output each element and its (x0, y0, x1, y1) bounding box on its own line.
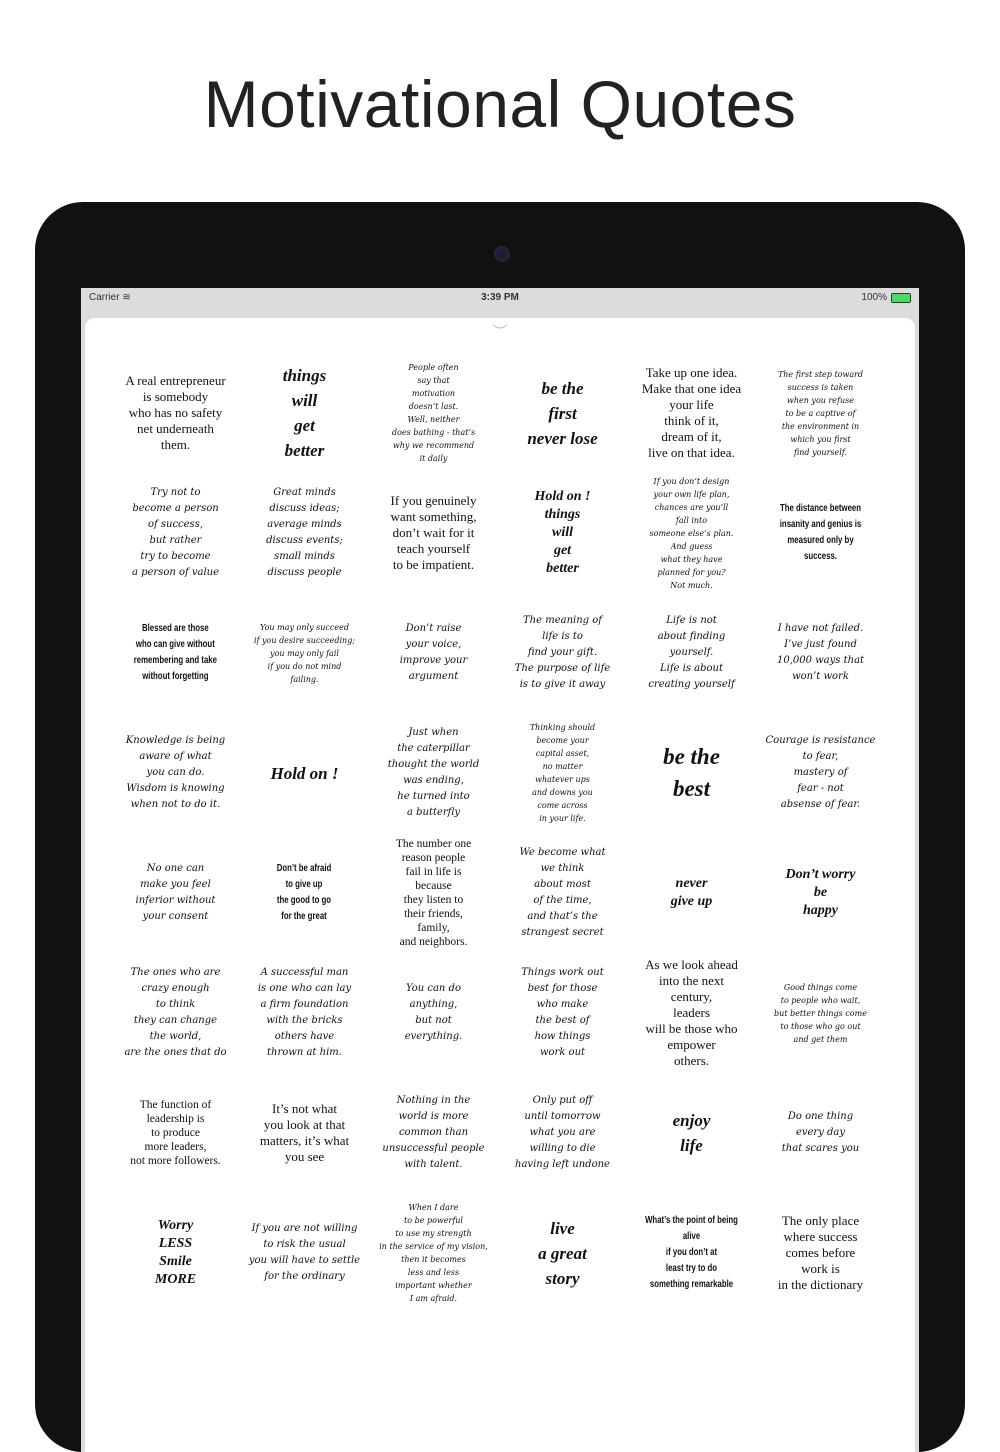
quote-text: Worry LESS Smile MORE (154, 1218, 197, 1287)
quote-text: I have not failed. I’ve just found 10,000 ways that won’t work (776, 623, 865, 682)
quote-text: Just when the caterpillar thought the world was ending, he turned into a butterfly (387, 727, 480, 818)
quote-tile[interactable] (498, 713, 627, 833)
quote-text: The ones who are crazy enough to think they can change the world, are the ones that do (124, 967, 227, 1058)
quote-text: What’s the point of being alive if you don’t at least try to do something remarkable (645, 1215, 738, 1290)
quote-text: Hold on ! (270, 763, 339, 783)
quote-tile[interactable] (627, 473, 756, 593)
quote-tile[interactable] (111, 953, 240, 1073)
quote-text: Only put off until tomorrow what you are willing to die having left undone (515, 1095, 610, 1170)
quote-text: Things work out best for those who make the best of how things work out (521, 967, 604, 1058)
quote-text: If you don’t design your own life plan, chances are you’ll fall into someone else’s plan. And guess what they have planned for you? Not much. (649, 476, 734, 590)
quote-text: As we look ahead into the next century, leaders will be those who empower others. (645, 957, 738, 1068)
quote-tile[interactable] (111, 353, 240, 473)
quote-tile[interactable] (627, 953, 756, 1073)
quote-tile[interactable] (756, 833, 885, 953)
quote-text: If you are not willing to risk the usual you will have to settle for the ordinary (248, 1223, 361, 1282)
quote-text: Courage is resistance to fear, mastery of fear - not absense of fear. (765, 735, 876, 810)
quote-text: be the first never lose (527, 378, 598, 448)
quote-tile[interactable] (627, 713, 756, 833)
quote-text: A successful man is one who can lay a firm foundation with the bricks others have thrown at him. (257, 967, 352, 1058)
quote-tile[interactable] (498, 833, 627, 953)
quote-text: You can do anything, but not everything. (404, 983, 463, 1042)
quote-text: Good things come to people who wait, but better things come to those who go out and get them (774, 982, 867, 1044)
quote-text: Try not to become a person of success, but rather try to become a person of value (131, 487, 220, 578)
quote-tile[interactable] (240, 473, 369, 593)
quote-tile[interactable] (627, 833, 756, 953)
quote-text: Don’t worry be happy (785, 867, 856, 918)
quote-text: Do one thing every day that scares you (781, 1111, 860, 1154)
quote-text: Knowledge is being aware of what you can do. Wisdom is knowing when not to do it. (125, 735, 226, 810)
quote-text: If you genuinely want something, don’t wait for it teach yourself to be impatient. (390, 493, 477, 572)
battery-percent: 100% (861, 292, 887, 303)
quote-tile[interactable] (240, 593, 369, 713)
quote-text: Nothing in the world is more common than unsuccessful people with talent. (382, 1095, 485, 1170)
quote-tile[interactable] (756, 1073, 885, 1193)
quote-tile[interactable] (111, 713, 240, 833)
quote-text: A real entrepreneur is somebody who has no safety net underneath them. (125, 373, 226, 452)
quote-text: Hold on ! things will get better (534, 489, 591, 576)
quote-text: When I dare to be powerful to use my strength in the service of my vision, then it becomes less and less important whether I am afraid. (379, 1203, 488, 1303)
quote-tile[interactable] (111, 1193, 240, 1313)
quotes-sheet[interactable] (85, 318, 915, 1452)
quote-tile[interactable] (240, 1073, 369, 1193)
battery-icon (891, 293, 911, 303)
quote-tile[interactable] (369, 833, 498, 953)
quote-text: never give up (670, 876, 713, 909)
quote-text: enjoy life (672, 1111, 711, 1155)
tablet-screen (81, 288, 919, 1452)
quote-text: live a great story (538, 1218, 587, 1288)
quote-tile[interactable] (369, 473, 498, 593)
quote-tile[interactable] (627, 1193, 756, 1313)
quote-tile[interactable] (240, 713, 369, 833)
quote-text: Life is not about finding yourself. Life is about creating yourself (648, 615, 735, 690)
tablet-device-frame (35, 202, 965, 1452)
quote-tile[interactable] (756, 593, 885, 713)
quote-text: It’s not what you look at that matters, it’s what you see (259, 1101, 350, 1164)
quote-text: Don’t raise your voice, improve your argument (399, 623, 468, 682)
quote-text: The first step toward success is taken when you refuse to be a captive of the environment in which you first find yourself. (777, 369, 864, 457)
quote-tile[interactable] (498, 353, 627, 473)
quote-tile[interactable] (756, 353, 885, 473)
carrier-label: Carrier ≋ (89, 292, 131, 303)
quote-text: The function of leadership is to produce more leaders, not more followers. (130, 1099, 221, 1167)
quote-tile[interactable] (240, 953, 369, 1073)
quote-tile[interactable] (756, 473, 885, 593)
sheet-grabber-chevron-icon[interactable]: ︶ (491, 324, 508, 341)
quote-tile[interactable] (498, 1193, 627, 1313)
quote-tile[interactable] (369, 1073, 498, 1193)
quote-text: The distance between insanity and genius is measured only by success. (779, 503, 862, 562)
quote-tile[interactable] (111, 473, 240, 593)
quote-tile[interactable] (498, 473, 627, 593)
quote-tile[interactable] (756, 1193, 885, 1313)
quote-tile[interactable] (369, 1193, 498, 1313)
quote-tile[interactable] (627, 593, 756, 713)
quote-tile[interactable] (498, 1073, 627, 1193)
quote-text: No one can make you feel inferior without your consent (135, 863, 216, 922)
quote-tile[interactable] (240, 833, 369, 953)
quote-text: be the best (663, 744, 720, 801)
quote-text: The number one reason people fail in life is because they listen to their friends, family, and neighbors. (395, 838, 472, 948)
quote-tile[interactable] (369, 953, 498, 1073)
front-camera (494, 246, 510, 262)
quote-tile[interactable] (369, 593, 498, 713)
quote-text: Thinking should become your capital asset, no matter whatever ups and downs you come across in your life. (529, 723, 596, 823)
quote-text: People often say that motivation doesn’t last. Well, neither does bathing - that’s why we recommend it daily (391, 363, 476, 463)
quote-text: The only place where success comes before work is in the dictionary (777, 1213, 864, 1292)
quote-tile[interactable] (369, 353, 498, 473)
quote-text: things will get better (282, 366, 327, 460)
page-title: Motivational Quotes (203, 67, 797, 141)
quote-tile[interactable] (498, 593, 627, 713)
quote-tile[interactable] (111, 1073, 240, 1193)
quote-tile[interactable] (111, 593, 240, 713)
quote-text: Take up one idea. Make that one idea your life think of it, dream of it, live on that idea. (641, 365, 742, 460)
quotes-grid (111, 353, 887, 1313)
quote-text: We become what we think about most of the time, and that’s the strangest secret (519, 847, 606, 938)
status-time: 3:39 PM (481, 292, 519, 303)
quote-tile[interactable] (498, 953, 627, 1073)
quote-text: The meaning of life is to find your gift. The purpose of life is to give it away (514, 615, 611, 690)
quote-tile[interactable] (627, 1073, 756, 1193)
quote-tile[interactable] (369, 713, 498, 833)
quote-text: Don’t be afraid to give up the good to go for the great (277, 863, 332, 922)
quote-text: Great minds discuss ideas; average minds discuss events; small minds discuss people (266, 487, 343, 578)
status-bar (81, 288, 919, 308)
quote-text: Blessed are those who can give without remembering and take without forgetting (133, 623, 218, 682)
quote-tile[interactable] (111, 833, 240, 953)
quote-tile[interactable] (240, 1193, 369, 1313)
quote-tile[interactable] (756, 713, 885, 833)
quote-tile[interactable] (240, 353, 369, 473)
quote-tile[interactable] (756, 953, 885, 1073)
quote-tile[interactable] (627, 353, 756, 473)
wifi-icon: ≋ (122, 292, 131, 303)
quote-text: You may only succeed if you desire succeeding; you may only fail if you do not mind failing. (253, 622, 356, 684)
